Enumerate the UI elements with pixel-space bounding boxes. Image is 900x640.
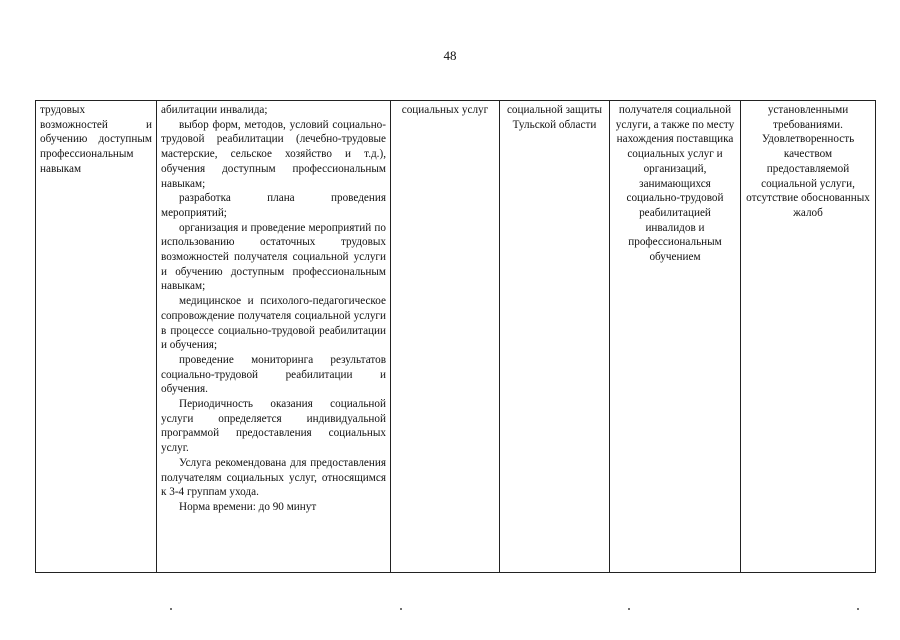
scan-speck [857,608,859,610]
cell-quality-criteria: установленными требованиями. Удовлетворенность качеством предоставляемой социальной услуги, отсутствие обоснованных жалоб [741,101,876,573]
content-paragraph: проведение мониторинга результатов социально-трудовой реабилитации и обучения. [161,353,386,396]
content-paragraph: абилитации инвалида; [161,104,268,116]
cell-place-of-service: получателя социальной услуги, а также по месту нахождения поставщика социальных услуг и организаций, занимающихся социально-трудовой реабилитацией инвалидов и профессиональным обучением [610,101,741,573]
content-paragraph: Периодичность оказания социальной услуги определяется индивидуальной программой предоставления социальных услуг. [161,398,386,455]
cell-service-purpose: трудовых возможностей и обучению доступным профессиональным навыкам [36,101,157,573]
content-paragraph: организация и проведение мероприятий по использованию остаточных трудовых возможностей получателя социальной услуги и обучению доступным профессиональным навыкам; [161,221,386,293]
content-paragraph: Норма времени: до 90 минут [179,500,317,513]
scan-speck [400,608,402,610]
scan-speck [628,608,630,610]
page-number: 48 [443,48,457,63]
content-paragraph: медицинское и психолого-педагогическое сопровождение получателя социальной услуги в процессе социально-трудовой реабилитации и обучения; [161,295,386,352]
scan-speck [170,608,172,610]
content-paragraph: выбор форм, методов, условий социально-трудовой реабилитации (лечебно-трудовые мастерские, сельское хозяйство и т.д.), обучения доступным профессиональным навыкам; [161,118,386,190]
cell-provider: социальной защиты Тульской области [500,101,610,573]
table-row [36,101,876,573]
cell-service-content [157,101,391,573]
content-paragraph: разработка плана проведения мероприятий; [161,192,386,219]
cell-service-type: социальных услуг [391,101,500,573]
content-paragraph: Услуга рекомендована для предоставления получателям социальных услуг, относящимся к 3-4 группам ухода. [161,456,386,499]
services-table [35,100,876,573]
